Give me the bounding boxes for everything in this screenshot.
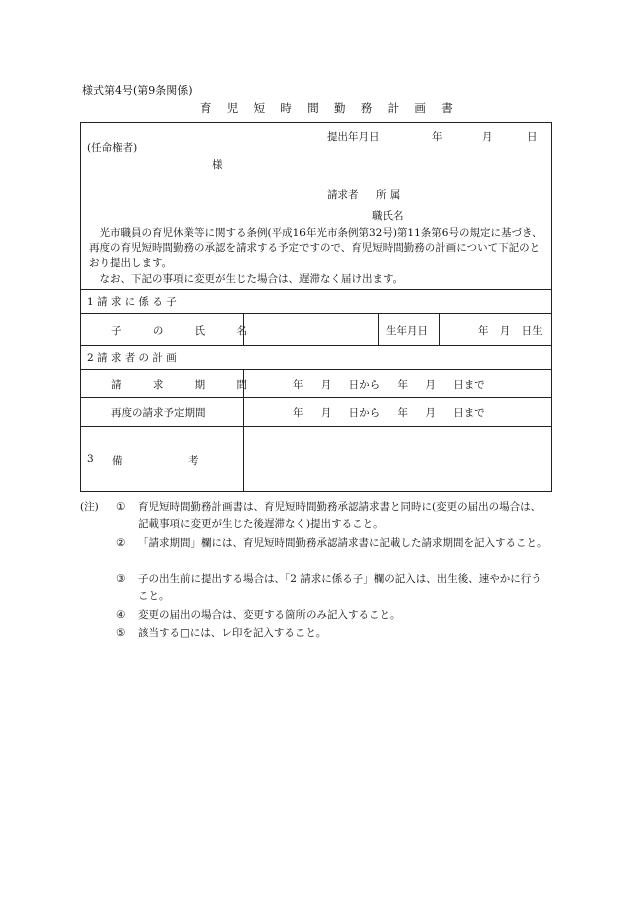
note-number: ④ <box>116 609 126 621</box>
note-text: 子の出生前に提出する場合は、「2 請求に係る子」欄の記入は、出生後、速やかに行うこと。 <box>138 573 542 602</box>
honorific-sama: 様 <box>212 159 223 171</box>
remarks-field[interactable] <box>244 427 551 491</box>
note-text: 「請求期間」欄には、育児短時間勤務承認請求書に記載した請求期間を記入すること。 <box>138 537 548 549</box>
notes-lead: (注) <box>80 501 99 513</box>
document-title: 育児短時間勤務計画書 <box>200 101 468 115</box>
birthdate-field[interactable]: 年 月 日生 <box>478 325 543 337</box>
remarks-label-a: 備 <box>112 455 123 467</box>
reexpected-period-label: 再度の請求予定期間 <box>111 407 206 419</box>
divider <box>81 345 551 346</box>
divider <box>81 397 551 398</box>
note-number: ② <box>116 537 126 549</box>
column-divider <box>378 313 379 345</box>
note-text: 変更の届出の場合は、変更する箇所のみ記入すること。 <box>138 609 401 621</box>
note-text: 該当する□には、レ印を記入すること。 <box>138 627 327 639</box>
appointer-label: (任命権者) <box>87 142 138 154</box>
note-text: 育児短時間勤務計画書は、育児短時間勤務承認請求書と同時に(変更の届出の場合は、記載事項に変更が生じた後遅滞なく)提出すること。 <box>138 501 542 530</box>
divider <box>81 369 551 370</box>
submission-day-label: 日 <box>527 131 538 143</box>
reexpected-period-field[interactable]: 年 月 日から 年 月 日まで <box>293 407 485 419</box>
note-number: ③ <box>116 573 126 585</box>
remarks-number: 3 <box>87 453 94 465</box>
section2-heading: 2 請 求 者 の 計 画 <box>87 352 177 364</box>
statement-paragraph: 光市職員の育児休業等に関する条例(平成16年光市条例第32号)第11条第6号の規定に基づき、再度の育児短時間勤務の承認を請求する予定ですので、育児短時間勤務の計画について下記のとおり提出します。 <box>89 227 543 270</box>
submission-year-label: 年 <box>432 131 443 143</box>
birthdate-label: 生年月日 <box>386 325 428 337</box>
request-period-label: 請 求 期 間 <box>111 379 262 391</box>
requester-label: 請求者 <box>327 189 359 201</box>
note-number: ① <box>116 501 126 513</box>
section1-heading: 1 請 求 に 係 る 子 <box>87 296 177 308</box>
divider <box>81 313 551 314</box>
remarks-label-b: 考 <box>188 455 199 467</box>
request-period-field[interactable]: 年 月 日から 年 月 日まで <box>293 379 485 391</box>
submission-month-label: 月 <box>482 131 493 143</box>
statement <box>89 226 547 287</box>
column-divider <box>243 313 244 345</box>
note-number: ⑤ <box>116 627 126 639</box>
form-table <box>80 122 552 492</box>
divider <box>81 289 551 290</box>
form-number: 様式第4号(第9条関係) <box>82 84 193 97</box>
column-divider <box>439 313 440 345</box>
submission-date-label: 提出年月日 <box>327 131 380 143</box>
department-label: 所 属 <box>376 189 401 201</box>
position-name-label: 職氏名 <box>372 210 404 222</box>
statement-notice: なお、下記の事項に変更が生じた場合は、遅滞なく届け出ます。 <box>99 272 404 285</box>
child-name-label: 子 の 氏 名 <box>111 325 262 337</box>
